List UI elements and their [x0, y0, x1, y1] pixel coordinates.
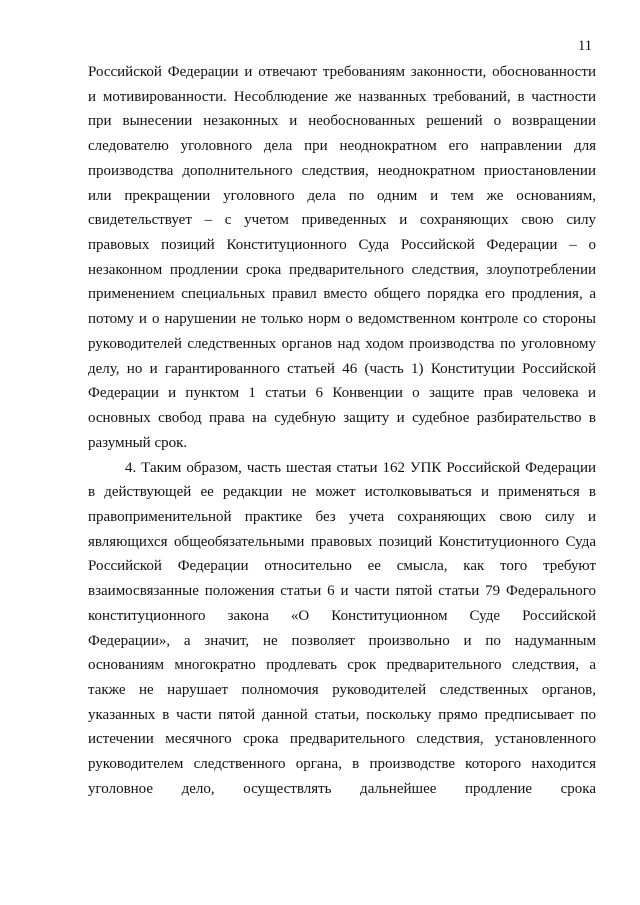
document-body [88, 60, 596, 802]
text-line: Федерации и пунктом 1 статьи 6 Конвенции о защите прав человека и [88, 385, 596, 402]
text-line: основных свобод права на судебную защиту и судебное разбирательство в [88, 410, 596, 427]
text-line: правоприменительной практике без учета сохраняющих свою силу и [88, 508, 596, 525]
text-line: конституционного закона «О Конституционном Суде Российской [88, 607, 596, 624]
text-line: и мотивированности. Несоблюдение же названных требований, в частности [88, 88, 596, 105]
text-line: следователю уголовного дела при неоднократном его направлении для [88, 138, 596, 155]
text-line: правовых позиций Конституционного Суда Российской Федерации – о [88, 237, 596, 254]
text-line: применением специальных правил вместо общего порядка его продления, а [88, 286, 596, 303]
text-line: истечении месячного срока предварительного следствия, установленного [88, 731, 596, 748]
text-line: потому и о нарушении не только норм о ведомственном контроле со стороны [88, 311, 596, 328]
text-line: руководителем следственного органа, в производстве которого находится [88, 756, 596, 773]
text-line: разумный срок. [88, 434, 188, 451]
text-line: при вынесении незаконных и необоснованных решений о возвращении [88, 113, 596, 130]
text-line: незаконном продлении срока предварительного следствия, злоупотреблении [88, 261, 596, 278]
text-line: Российской Федерации и отвечают требованиям законности, обоснованности [88, 64, 596, 80]
text-line: или прекращении уголовного дела по одним и тем же основаниям, [88, 187, 596, 204]
text-line: указанных в части пятой данной статьи, поскольку прямо предписывает по [88, 706, 596, 723]
text-line: делу, но и гарантированного статьей 46 (часть 1) Конституции Российской [88, 360, 596, 377]
text-line: производства дополнительного следствия, неоднократном приостановлении [88, 162, 596, 179]
page-number: 11 [578, 38, 592, 54]
text-line: свидетельствует – с учетом приведенных и сохраняющих свою силу [88, 212, 596, 229]
text-line: взаимосвязанные положения статьи 6 и части пятой статьи 79 Федерального [88, 583, 596, 600]
text-line: в действующей ее редакции не может истолковываться и применяться в [88, 484, 596, 501]
text-line: являющихся общеобязательными правовых позиций Конституционного Суда [88, 533, 596, 550]
text-line: также не нарушает полномочия руководителей следственных органов, [88, 681, 596, 698]
text-line: руководителей следственных органов над ходом производства по уголовному [88, 335, 596, 352]
text-line: основаниям многократно продлевать срок предварительного следствия, а [88, 657, 596, 674]
text-line: 4. Таким образом, часть шестая статьи 162 УПК Российской Федерации [125, 459, 596, 476]
text-line: Федерации», а значит, не позволяет произвольно и по надуманным [88, 632, 596, 649]
text-line: уголовное дело, осуществлять дальнейшее продление срока [88, 780, 596, 797]
text-line: Российской Федерации относительно ее смысла, как того требуют [88, 558, 596, 575]
